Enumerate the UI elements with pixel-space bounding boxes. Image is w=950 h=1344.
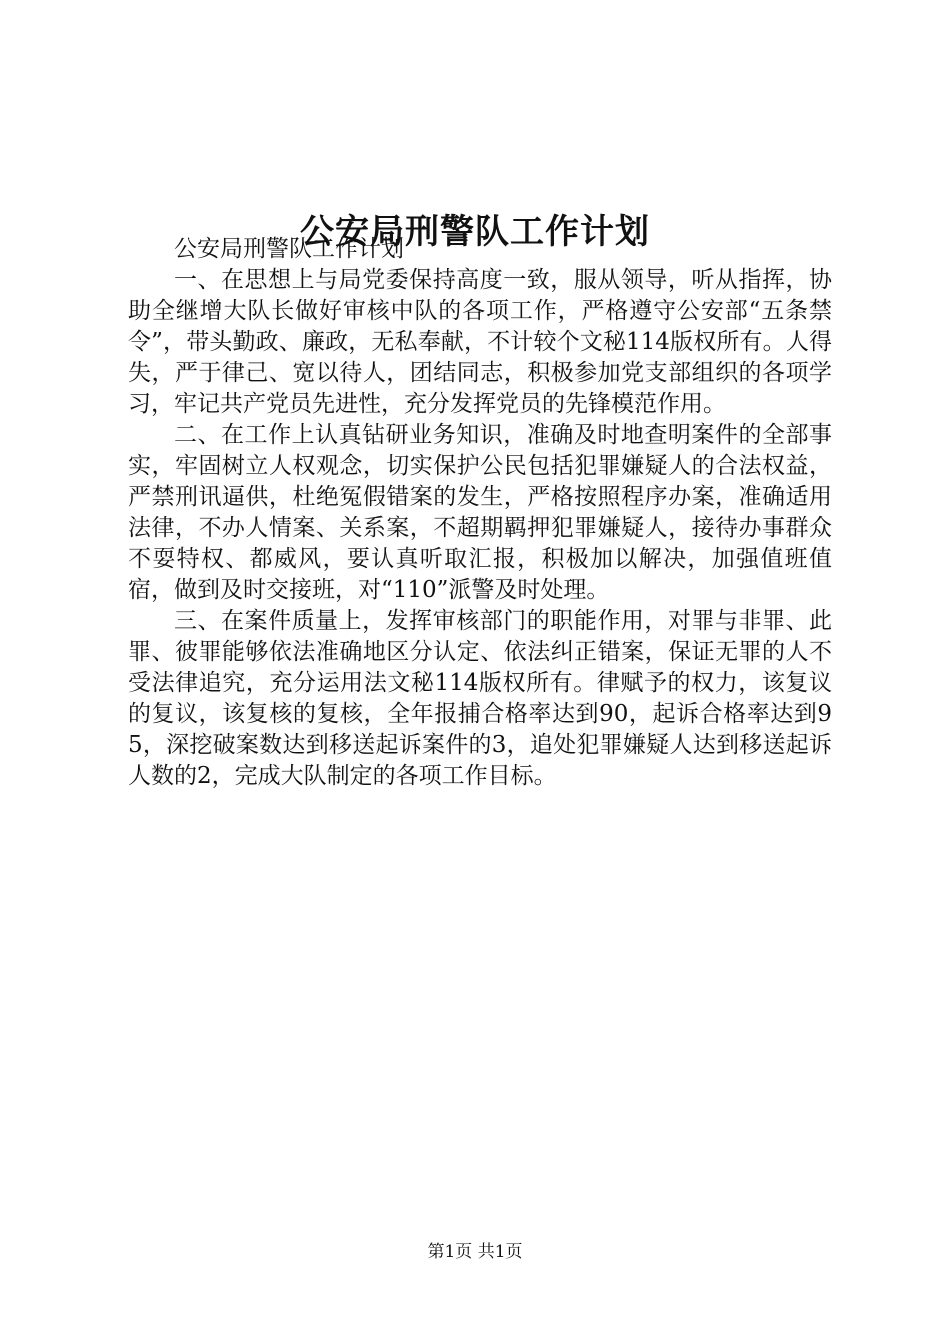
page-footer: 第1页 共1页 <box>427 1242 523 1262</box>
paragraph-1: 一、在思想上与局党委保持高度一致，服从领导，听从指挥，协助全继增大队长做好审核中队的各项工作，严格遵守公安部“五条禁令”，带头勤政、廉政，无私奉献，不计较个文秘114版权所有。人得失，严于律己、宽以待人，团结同志，积极参加党支部组织的各项学习，牢记共产党员先进性，充分发挥党员的先锋模范作用。 <box>128 267 832 417</box>
paragraph-2: 二、在工作上认真钻研业务知识，准确及时地查明案件的全部事实，牢固树立人权观念，切实保护公民包括犯罪嫌疑人的合法权益，严禁刑讯逼供，杜绝冤假错案的发生，严格按照程序办案，准确适用法律，不办人情案、关系案，不超期羁押犯罪嫌疑人，接待办事群众不耍特权、都威风，要认真听取汇报，积极加以解决，加强值班值宿，做到及时交接班，对“110”派警及时处理。 <box>128 422 832 603</box>
paragraph-3: 三、在案件质量上，发挥审核部门的职能作用，对罪与非罪、此罪、彼罪能够依法准确地区分认定、依法纠正错案，保证无罪的人不受法律追究，充分运用法文秘114版权所有。律赋予的权力，该复议的复议，该复核的复核，全年报捕合格率达到90，起诉合格率达到95，深挖破案数达到移送起诉案件的3，追处犯罪嫌疑人达到移送起诉人数的2，完成大队制定的各项工作目标。 <box>128 608 832 789</box>
document-body <box>128 234 832 792</box>
document-title: 公安局刑警队工作计划 <box>300 211 650 252</box>
paragraph-subtitle: 公安局刑警队工作计划 <box>174 236 404 262</box>
